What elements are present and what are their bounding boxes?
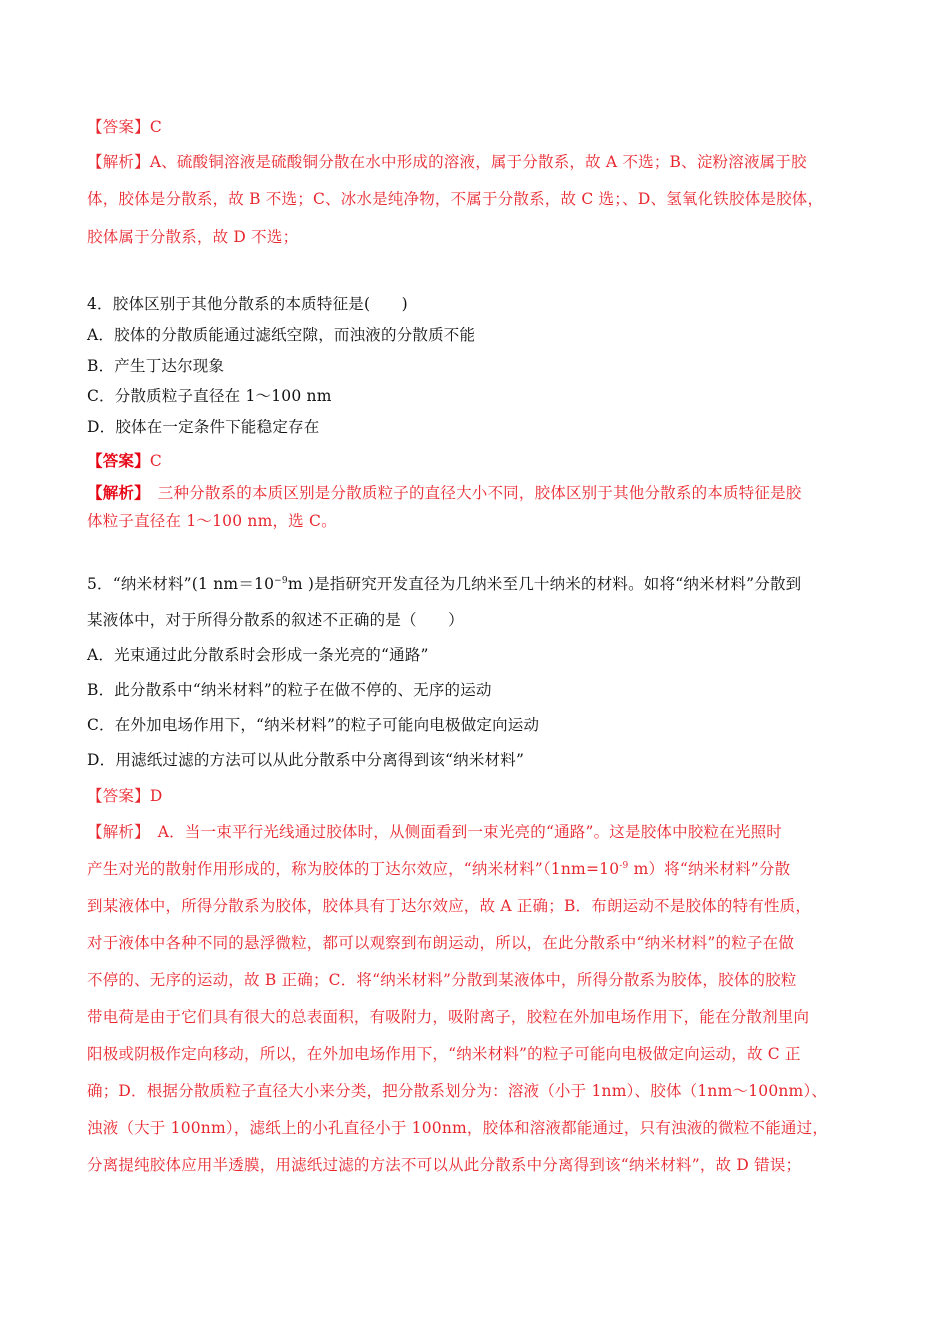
exponent: −9 [274, 576, 288, 586]
stem-text: 5．“纳米材料”(1 nm＝10 [87, 575, 275, 593]
q5-stem-line-1 [87, 574, 801, 594]
q4-stem: 4．胶体区别于其他分散系的本质特征是( ) [87, 295, 408, 313]
analysis-text: 三种分散系的本质区别是分散质粒子的直径大小不同，胶体区别于其他分散系的本质特征是胶 [142, 484, 802, 502]
analysis-tag: 【解析】 [87, 483, 143, 502]
q4-answer [87, 451, 162, 471]
q3-analysis-line-1 [87, 152, 807, 172]
q5-analysis-line-3: 到某液体中，所得分散系为胶体，胶体具有丁达尔效应，故 A 正确；B．布朗运动不是胶体的特有性质， [87, 897, 812, 915]
q3-analysis-line-3: 胶体属于分散系，故 D 不选； [87, 228, 299, 246]
answer-tag: 【答案】 [87, 118, 150, 136]
q4-analysis-line-2: 体粒子直径在 1～100 nm，选 C。 [87, 512, 337, 530]
answer-value: D [149, 787, 163, 805]
analysis-text: m）将“纳米材料”分散 [628, 860, 791, 878]
q5-analysis-line-8: 确；D．根据分散质粒子直径大小来分类，把分散系划分为：溶液（小于 1nm）、胶体（1nm～100nm）、 [87, 1082, 828, 1100]
q5-analysis-line-7: 阳极或阴极作定向移动，所以，在外加电场作用下，“纳米材料”的粒子可能向电极做定向运动，故 C 正 [87, 1045, 801, 1063]
q5-option-c: C．在外加电场作用下，“纳米材料”的粒子可能向电极做定向运动 [87, 716, 540, 734]
q5-option-a: A．光束通过此分散系时会形成一条光亮的“通路” [87, 646, 429, 664]
exponent: -9 [619, 861, 629, 871]
analysis-tag: 【解析】 [87, 153, 150, 171]
q5-analysis-line-9: 浊液（大于 100nm），滤纸上的小孔直径小于 100nm，胶体和溶液都能通过，只有浊液的微粒不能通过， [87, 1119, 829, 1137]
analysis-tag: 【解析】 [87, 823, 143, 841]
q5-analysis-line-5: 不停的、无序的运动，故 B 正确；C．将“纳米材料”分散到某液体中，所得分散系为胶体，胶体的胶粒 [87, 971, 797, 989]
q5-analysis-line-4: 对于液体中各种不同的悬浮微粒，都可以观察到布朗运动，所以，在此分散系中“纳米材料”的粒子在做 [87, 934, 795, 952]
answer-tag: 【答案】 [87, 451, 150, 470]
q4-option-b: B．产生丁达尔现象 [87, 357, 225, 375]
analysis-text: A、硫酸铜溶液是硫酸铜分散在水中形成的溶液，属于分散系，故 A 不选；B、淀粉溶液属于胶 [149, 153, 807, 171]
q5-option-b: B．此分散系中“纳米材料”的粒子在做不停的、无序的运动 [87, 681, 492, 699]
q5-analysis-line-1 [87, 822, 782, 842]
q4-analysis-line-1 [87, 483, 801, 503]
q5-answer [87, 786, 162, 806]
q4-option-c: C．分散质粒子直径在 1～100 nm [87, 387, 332, 405]
analysis-text: 产生对光的散射作用形成的，称为胶体的丁达尔效应，“纳米材料”（1nm=10 [87, 860, 620, 878]
answer-value: C [149, 452, 162, 470]
q3-analysis-line-2: 体，胶体是分散系，故 B 不选；C、冰水是纯净物，不属于分散系，故 C 选；、D、氢氧化铁胶体是胶体， [87, 190, 824, 208]
answer-tag: 【答案】 [87, 787, 150, 805]
q5-analysis-line-2 [87, 859, 790, 879]
q5-stem-line-2: 某液体中，对于所得分散系的叙述不正确的是（ ） [87, 611, 464, 629]
q3-answer [87, 117, 162, 137]
q5-option-d: D．用滤纸过滤的方法可以从此分散系中分离得到该“纳米材料” [87, 751, 525, 769]
q5-analysis-line-6: 带电荷是由于它们具有很大的总表面积，有吸附力，吸附离子，胶粒在外加电场作用下，能在分散剂里向 [87, 1008, 810, 1026]
q5-analysis-line-10: 分离提纯胶体应用半透膜，用滤纸过滤的方法不可以从此分散系中分离得到该“纳米材料”，故 D 错误； [87, 1156, 802, 1174]
analysis-text: A．当一束平行光线通过胶体时，从侧面看到一束光亮的“通路”。这是胶体中胶粒在光照时 [142, 823, 783, 841]
q4-option-d: D．胶体在一定条件下能稳定存在 [87, 418, 320, 436]
q4-option-a: A．胶体的分散质能通过滤纸空隙，而浊液的分散质不能 [87, 326, 476, 344]
stem-text: m )是指研究开发直径为几纳米至几十纳米的材料。如将“纳米材料”分散到 [287, 575, 802, 593]
answer-value: C [149, 118, 162, 136]
